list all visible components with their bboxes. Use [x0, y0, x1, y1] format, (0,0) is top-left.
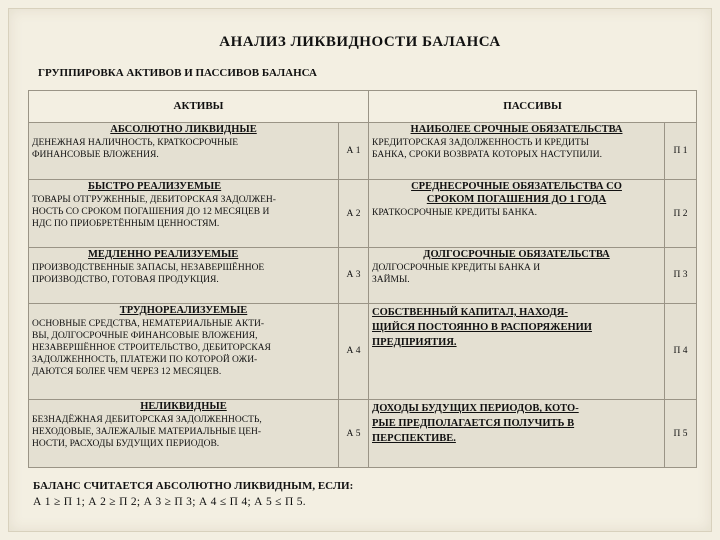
page-title: АНАЛИЗ ЛИКВИДНОСТИ БАЛАНСА [219, 34, 501, 50]
asset-desc-line: ФИНАНСОВЫЕ ВЛОЖЕНИЯ. [32, 149, 159, 160]
asset-code: А 1 [339, 122, 369, 180]
liability-desc-line: ДОЛГОСРОЧНЫЕ КРЕДИТЫ БАНКА И [372, 263, 541, 274]
liability-desc-line: ПЕРСПЕКТИВЕ. [372, 433, 456, 445]
liability-code: П 4 [665, 303, 697, 400]
asset-cell [29, 400, 339, 468]
asset-code: А 3 [339, 248, 369, 303]
asset-desc-line: ДЕНЕЖНАЯ НАЛИЧНОСТЬ, КРАТКОСРОЧНЫЕ [32, 137, 239, 148]
table-row [29, 180, 697, 248]
liability-cell [369, 180, 665, 248]
asset-desc-line: НЕЗАВЕРШЁННОЕ СТРОИТЕЛЬСТВО, ДЕБИТОРСКАЯ [32, 342, 271, 353]
asset-cell [29, 248, 339, 303]
liability-code: П 2 [665, 180, 697, 248]
asset-desc-line: ПРОИЗВОДСТВО, ГОТОВАЯ ПРОДУКЦИЯ. [32, 275, 219, 286]
liabilities-header: ПАССИВЫ [369, 91, 697, 123]
asset-desc-line: НЕХОДОВЫЕ, ЗАЛЕЖАЛЫЕ МАТЕРИАЛЬНЫЕ ЦЕН- [32, 427, 262, 438]
liability-cell [369, 400, 665, 468]
liability-cell [369, 122, 665, 180]
assets-header: АКТИВЫ [29, 91, 369, 123]
liability-desc-line: ЩИЙСЯ ПОСТОЯННО В РАСПОРЯЖЕНИИ [372, 321, 592, 333]
liability-code: П 1 [665, 122, 697, 180]
asset-desc-line: НОСТЬ СО СРОКОМ ПОГАШЕНИЯ ДО 12 МЕСЯЦЕВ И [32, 207, 270, 218]
asset-category: НЕЛИКВИДНЫЕ [140, 401, 227, 413]
liability-category: СРЕДНЕСРОЧНЫЕ ОБЯЗАТЕЛЬСТВА СО [411, 181, 622, 193]
liability-cell [369, 248, 665, 303]
page-subtitle: ГРУППИРОВКА АКТИВОВ И ПАССИВОВ БАЛАНСА [38, 67, 317, 79]
table-row [29, 400, 697, 468]
asset-desc-line: ТОВАРЫ ОТГРУЖЕННЫЕ, ДЕБИТОРСКАЯ ЗАДОЛЖЕН- [32, 195, 276, 206]
conclusion-rule: А 1 ≥ П 1; А 2 ≥ П 2; А 3 ≥ П 3; А 4 ≤ П 4; А 5 ≤ П 5. [33, 496, 306, 508]
asset-desc-line: ДАЮТСЯ БОЛЕЕ ЧЕМ ЧЕРЕЗ 12 МЕСЯЦЕВ. [32, 366, 222, 377]
asset-desc-line: ОСНОВНЫЕ СРЕДСТВА, НЕМАТЕРИАЛЬНЫЕ АКТИ- [32, 318, 265, 329]
conclusion-heading: БАЛАНС СЧИТАЕТСЯ АБСОЛЮТНО ЛИКВИДНЫМ, ЕСЛИ: [33, 480, 354, 492]
asset-desc-line: ПРОИЗВОДСТВЕННЫЕ ЗАПАСЫ, НЕЗАВЕРШЁННОЕ [32, 263, 265, 274]
liability-desc-line: ПРЕДПРИЯТИЯ. [372, 336, 457, 348]
table-row [29, 303, 697, 400]
asset-category: МЕДЛЕННО РЕАЛИЗУЕМЫЕ [88, 249, 239, 261]
liability-category: НАИБОЛЕЕ СРОЧНЫЕ ОБЯЗАТЕЛЬСТВА [410, 123, 623, 135]
asset-desc-line: НДС ПО ПРИОБРЕТЁННЫМ ЦЕННОСТЯМ. [32, 219, 220, 230]
asset-category: АБСОЛЮТНО ЛИКВИДНЫЕ [110, 123, 257, 135]
asset-category: БЫСТРО РЕАЛИЗУЕМЫЕ [88, 181, 222, 193]
liability-cell [369, 303, 665, 400]
asset-desc-line: БЕЗНАДЁЖНАЯ ДЕБИТОРСКАЯ ЗАДОЛЖЕННОСТЬ, [32, 415, 262, 426]
asset-cell [29, 122, 339, 180]
liability-desc-line: РЫЕ ПРЕДПОЛАГАЕТСЯ ПОЛУЧИТЬ В [372, 418, 575, 430]
liability-desc-line: КРАТКОСРОЧНЫЕ КРЕДИТЫ БАНКА. [372, 208, 538, 219]
liability-category: СРОКОМ ПОГАШЕНИЯ ДО 1 ГОДА [426, 194, 607, 206]
asset-code: А 4 [339, 303, 369, 400]
liability-desc-line: БАНКА, СРОКИ ВОЗВРАТА КОТОРЫХ НАСТУПИЛИ. [372, 149, 602, 160]
liability-desc-line: СОБСТВЕННЫЙ КАПИТАЛ, НАХОДЯ- [372, 306, 568, 318]
table-row [29, 248, 697, 303]
asset-desc-line: ЗАДОЛЖЕННОСТЬ, ПЛАТЕЖИ ПО КОТОРОЙ ОЖИ- [32, 354, 258, 365]
liability-desc-line: ДОХОДЫ БУДУЩИХ ПЕРИОДОВ, КОТО- [372, 403, 579, 415]
asset-cell [29, 180, 339, 248]
asset-desc-line: ВЫ, ДОЛГОСРОЧНЫЕ ФИНАНСОВЫЕ ВЛОЖЕНИЯ, [32, 330, 258, 341]
liability-code: П 3 [665, 248, 697, 303]
liability-desc-line: ЗАЙМЫ. [372, 275, 410, 286]
liability-desc-line: КРЕДИТОРСКАЯ ЗАДОЛЖЕННОСТЬ И КРЕДИТЫ [372, 137, 589, 148]
asset-cell [29, 303, 339, 400]
liquidity-table [28, 90, 697, 468]
table-row [29, 122, 697, 180]
conclusion [33, 478, 693, 510]
asset-code: А 5 [339, 400, 369, 468]
asset-category: ТРУДНОРЕАЛИЗУЕМЫЕ [119, 304, 248, 316]
table-header-row [29, 91, 697, 123]
liability-category: ДОЛГОСРОЧНЫЕ ОБЯЗАТЕЛЬСТВА [423, 249, 610, 261]
asset-desc-line: НОСТИ, РАСХОДЫ БУДУЩИХ ПЕРИОДОВ. [32, 439, 220, 450]
asset-code: А 2 [339, 180, 369, 248]
liability-code: П 5 [665, 400, 697, 468]
